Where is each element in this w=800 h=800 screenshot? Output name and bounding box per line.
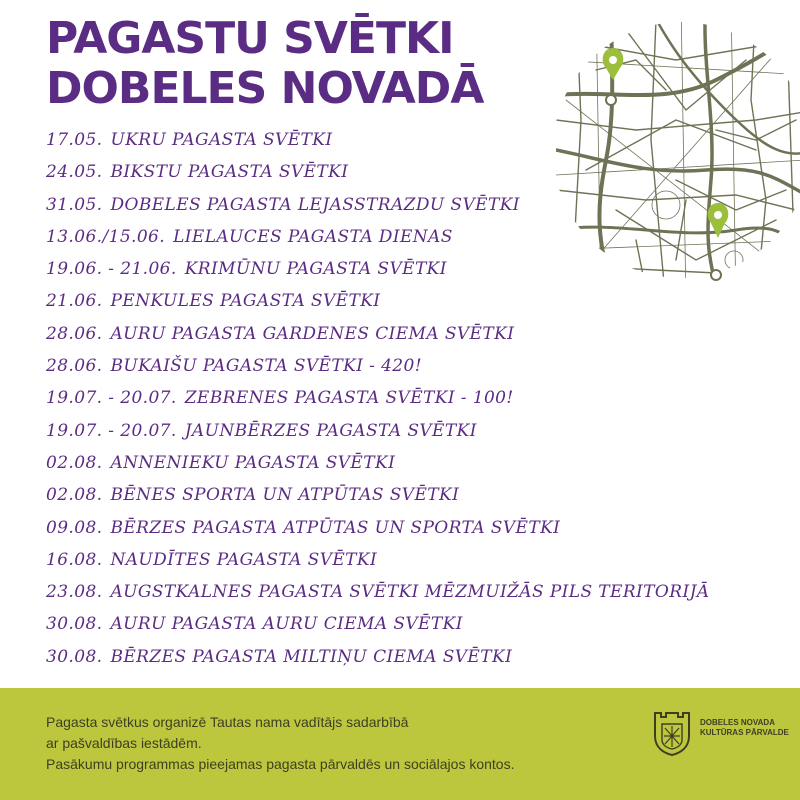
logo-line-1: DOBELES NOVADA	[700, 718, 775, 727]
event-name: KRIMŪNU PAGASTA SVĒTKI	[184, 259, 447, 280]
title-line-1: PAGASTU SVĒTKI	[46, 13, 454, 64]
logo-text	[700, 718, 789, 738]
event-date: 17.05.	[46, 130, 103, 150]
event-row	[46, 415, 726, 447]
event-date: 13.06./15.06.	[46, 226, 166, 247]
footer-line-1: Pagasta svētkus organizē Tautas nama vadītājs sadarbībā	[46, 714, 409, 730]
event-date: 19.06. - 21.06.	[46, 259, 177, 280]
event-date: 19.07. - 20.07.	[46, 420, 177, 441]
event-date: 19.07. - 20.07.	[46, 388, 177, 409]
event-date: 24.05.	[46, 162, 103, 183]
event-row	[46, 318, 726, 350]
castle-logo-icon	[652, 710, 692, 756]
event-row	[46, 479, 726, 511]
event-row	[46, 447, 726, 479]
event-name: AUGSTKALNES PAGASTA SVĒTKI MĒZMUIŽĀS PILS TERITORIJĀ	[110, 582, 710, 603]
logo-line-2: KULTŪRAS PĀRVALDE	[700, 728, 789, 737]
event-row	[46, 156, 726, 188]
event-name: NAUDĪTES PAGASTA SVĒTKI	[110, 549, 378, 570]
event-row	[46, 512, 726, 544]
event-date: 02.08.	[46, 452, 103, 473]
event-date: 02.08.	[46, 485, 103, 506]
event-name: ZEBRENES PAGASTA SVĒTKI - 100!	[184, 388, 514, 409]
event-row	[46, 221, 726, 253]
event-row	[46, 544, 726, 576]
event-name: AURU PAGASTA AURU CIEMA SVĒTKI	[110, 614, 463, 635]
event-name: BIKSTU PAGASTA SVĒTKI	[110, 162, 349, 183]
footer-line-3: Pasākumu programmas pieejamas pagasta pārvaldēs un sociālajos kontos.	[46, 756, 515, 772]
event-row	[46, 576, 726, 608]
footer-note	[46, 712, 514, 775]
event-date: 28.06.	[46, 356, 103, 377]
event-name: BĒRZES PAGASTA ATPŪTAS UN SPORTA SVĒTKI	[110, 517, 561, 538]
event-name: JAUNBĒRZES PAGASTA SVĒTKI	[184, 420, 477, 441]
event-row	[46, 124, 726, 156]
event-row	[46, 189, 726, 221]
footer-line-2: ar pašvaldības iestādēm.	[46, 735, 202, 751]
event-row	[46, 608, 726, 640]
event-date: 21.06.	[46, 291, 103, 312]
event-row	[46, 641, 726, 673]
event-row	[46, 285, 726, 317]
event-name: AURU PAGASTA GARDENES CIEMA SVĒTKI	[110, 323, 515, 344]
event-date: 16.08.	[46, 549, 103, 570]
event-name: BĒNES SPORTA UN ATPŪTAS SVĒTKI	[110, 485, 460, 506]
footer	[0, 688, 800, 800]
event-list	[46, 124, 726, 673]
page-title	[46, 14, 483, 114]
event-date: 28.06.	[46, 323, 103, 344]
event-date: 31.05.	[46, 194, 103, 215]
event-name: PENKULES PAGASTA SVĒTKI	[110, 291, 381, 312]
event-name: ANNENIEKU PAGASTA SVĒTKI	[110, 452, 396, 473]
event-row	[46, 382, 726, 414]
event-name: DOBELES PAGASTA LEJASSTRAZDU SVĒTKI	[110, 194, 520, 215]
event-row	[46, 253, 726, 285]
event-name: BUKAIŠU PAGASTA SVĒTKI - 420!	[110, 356, 422, 377]
event-date: 30.08.	[46, 646, 103, 667]
title-line-2: DOBELES NOVADĀ	[46, 63, 484, 114]
event-date: 30.08.	[46, 614, 103, 635]
event-name: LIELAUCES PAGASTA DIENAS	[173, 226, 453, 247]
event-date: 23.08.	[46, 582, 103, 603]
event-date: 09.08.	[46, 517, 103, 538]
event-name: BĒRZES PAGASTA MILTIŅU CIEMA SVĒTKI	[110, 646, 513, 667]
event-row	[46, 350, 726, 382]
event-name: UKRU PAGASTA SVĒTKI	[110, 130, 333, 150]
